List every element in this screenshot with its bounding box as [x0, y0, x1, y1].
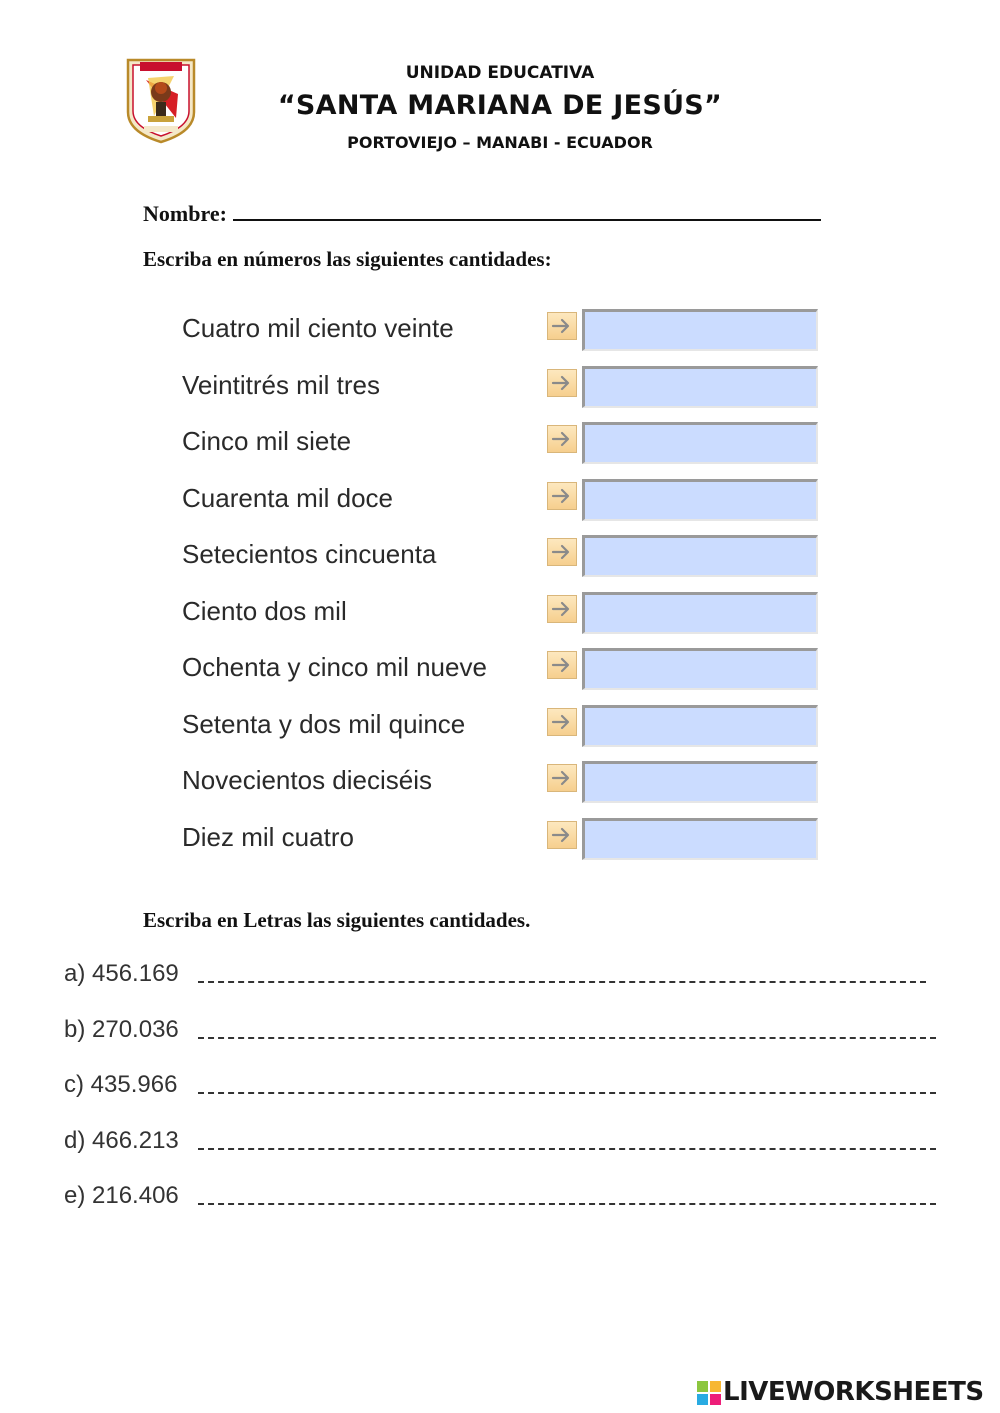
- exercise-row: [182, 592, 822, 636]
- section1-instruction: Escriba en números las siguientes cantidades:: [143, 247, 552, 271]
- exercise-label: Veintitrés mil tres: [182, 369, 380, 400]
- exercise-label: Cuarenta mil doce: [182, 482, 393, 513]
- arrow-right-icon: [547, 369, 577, 397]
- arrow-right-icon: [547, 538, 577, 566]
- school-location-heading: PORTOVIEJO – MANABI - ECUADOR: [347, 133, 653, 152]
- exercise-row: [182, 648, 822, 692]
- arrow-right-icon: [547, 651, 577, 679]
- watermark-text: LIVEWORKSHEETS: [723, 1377, 984, 1407]
- arrow-right-icon: [547, 708, 577, 736]
- student-name-row: [143, 201, 821, 227]
- write-in-words-row: [64, 1071, 936, 1105]
- school-type-heading: UNIDAD EDUCATIVA: [405, 63, 595, 83]
- exercise-label: Cuatro mil ciento veinte: [182, 313, 454, 343]
- exercise-label: Diez mil cuatro: [182, 821, 354, 852]
- arrow-right-icon: [547, 821, 577, 849]
- answer-dashed-line[interactable]: [198, 1148, 936, 1150]
- answer-input[interactable]: [582, 309, 818, 351]
- arrow-right-icon: [547, 312, 577, 340]
- answer-input[interactable]: [582, 818, 818, 860]
- answer-dashed-line[interactable]: [198, 1092, 936, 1094]
- exercise-label: Ochenta y cinco mil nueve: [182, 652, 487, 682]
- arrow-right-icon: [547, 482, 577, 510]
- answer-dashed-line[interactable]: [198, 1203, 936, 1205]
- write-in-words-row: [64, 1182, 936, 1216]
- exercise-label: Novecientos dieciséis: [182, 765, 433, 795]
- exercise-row: [182, 422, 822, 466]
- quantity-label: e) 216.406: [64, 1182, 179, 1209]
- name-label: Nombre:: [143, 201, 227, 226]
- arrow-right-icon: [547, 595, 577, 623]
- exercise-label: Cinco mil siete: [182, 426, 352, 456]
- answer-input[interactable]: [582, 705, 818, 747]
- exercise-row: [182, 705, 822, 749]
- answer-input[interactable]: [582, 592, 818, 634]
- exercise-label: Setecientos cincuenta: [182, 539, 437, 569]
- quantity-label: d) 466.213: [64, 1126, 179, 1154]
- exercise-row: [182, 309, 822, 353]
- answer-input[interactable]: [582, 366, 818, 408]
- exercise-label: Ciento dos mil: [182, 595, 347, 626]
- answer-input[interactable]: [582, 535, 818, 577]
- answer-input[interactable]: [582, 479, 818, 521]
- arrow-right-icon: [547, 425, 577, 453]
- school-name-heading: “SANTA MARIANA DE JESÚS”: [277, 90, 723, 121]
- quantity-label: a) 456.169: [64, 960, 179, 987]
- answer-input[interactable]: [582, 761, 818, 803]
- answer-input[interactable]: [582, 648, 818, 690]
- exercise-row: [182, 535, 822, 579]
- quantity-label: c) 435.966: [64, 1071, 178, 1098]
- name-blank-line[interactable]: [233, 201, 821, 221]
- arrow-right-icon: [547, 764, 577, 792]
- section2-instruction: Escriba en Letras las siguientes cantidades.: [143, 908, 531, 932]
- write-in-words-row: [64, 1127, 936, 1161]
- exercise-row: [182, 818, 822, 862]
- exercise-row: [182, 761, 822, 805]
- write-in-words-row: [64, 1016, 936, 1050]
- answer-dashed-line[interactable]: [198, 981, 926, 983]
- answer-dashed-line[interactable]: [198, 1037, 936, 1039]
- answer-input[interactable]: [582, 422, 818, 464]
- exercise-label: Setenta y dos mil quince: [182, 708, 466, 739]
- exercise-row: [182, 479, 822, 523]
- quantity-label: b) 270.036: [64, 1015, 179, 1043]
- liveworksheets-logo-icon: [697, 1381, 721, 1405]
- write-in-words-row: [64, 960, 926, 994]
- exercise-row: [182, 366, 822, 410]
